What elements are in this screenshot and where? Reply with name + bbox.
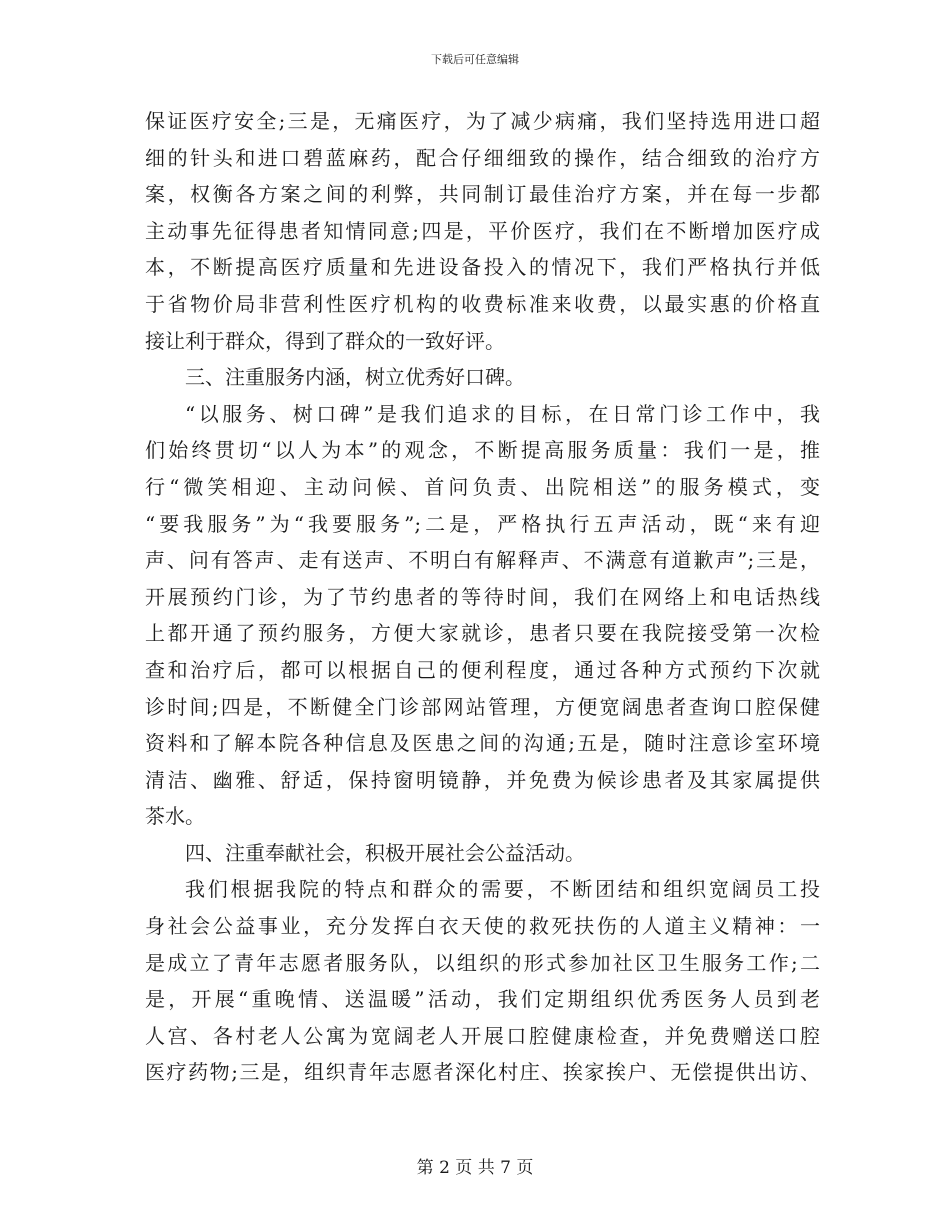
paragraph-line: 保证医疗安全;三是，无痛医疗，为了减少病痛，我们坚持选用进口超 bbox=[145, 109, 820, 133]
page-header-note: 下载后可任意编辑 bbox=[431, 53, 519, 66]
paragraph-line: 上都开通了预约服务，方便大家就诊，患者只要在我院接受第一次检 bbox=[145, 621, 820, 646]
paragraph-line: 清洁、幽雅、舒适，保持窗明镜静，并免费为候诊患者及其家属提供 bbox=[145, 767, 820, 792]
paragraph-line: 医疗药物;三是，组织青年志愿者深化村庄、挨家挨户、无偿提供出访、 bbox=[145, 1060, 820, 1085]
paragraph-line: 声、问有答声、走有送声、不明白有解释声、不满意有道歉声”;三是， bbox=[145, 548, 820, 573]
paragraph-line: 主动事先征得患者知情同意;四是，平价医疗，我们在不断增加医疗成 bbox=[145, 218, 820, 243]
paragraph-line: 行“微笑相迎、主动问候、首问负责、出院相送”的服务模式，变 bbox=[145, 474, 820, 499]
page-number: 第 2 页 共 7 页 bbox=[416, 1158, 534, 1178]
paragraph-line: 身社会公益事业，充分发挥白衣天使的救死扶伤的人道主义精神：一 bbox=[145, 914, 820, 939]
paragraph-line: 查和治疗后，都可以根据自己的便利程度，通过各种方式预约下次就 bbox=[145, 657, 820, 682]
paragraph-line: “要我服务”为“我要服务”;二是，严格执行五声活动，既“来有迎 bbox=[145, 511, 820, 536]
paragraph-line: 案，权衡各方案之间的利弊，共同制订最佳治疗方案，并在每一步都 bbox=[145, 182, 820, 207]
paragraph-line: 我们根据我院的特点和群众的需要，不断团结和组织宽阔员工投 bbox=[185, 877, 820, 902]
paragraph-line: 是成立了青年志愿者服务队，以组织的形式参加社区卫生服务工作;二 bbox=[145, 950, 820, 975]
paragraph-line: 细的针头和进口碧蓝麻药，配合仔细细致的操作，结合细致的治疗方 bbox=[145, 145, 820, 170]
paragraph-line: “以服务、树口碑”是我们追求的目标，在日常门诊工作中，我 bbox=[185, 401, 820, 426]
paragraph-line: 是，开展“重晚情、送温暖”活动，我们定期组织优秀医务人员到老 bbox=[145, 987, 820, 1012]
paragraph-line: 茶水。 bbox=[145, 804, 205, 829]
document-body bbox=[145, 103, 820, 1091]
paragraph-line: 开展预约门诊，为了节约患者的等待时间，我们在网络上和电话热线 bbox=[145, 584, 820, 609]
section-heading: 四、注重奉献社会，积极开展社会公益活动。 bbox=[185, 840, 585, 865]
paragraph-line: 资料和了解本院各种信息及医患之间的沟通;五是，随时注意诊室环境 bbox=[145, 731, 820, 756]
paragraph-line: 接让利于群众，得到了群众的一致好评。 bbox=[145, 328, 505, 353]
section-heading: 三、注重服务内涵，树立优秀好口碑。 bbox=[185, 365, 525, 390]
paragraph-line: 诊时间;四是，不断健全门诊部网站管理，方便宽阔患者查询口腔保健 bbox=[145, 694, 820, 719]
paragraph-line: 本，不断提高医疗质量和先进设备投入的情况下，我们严格执行并低 bbox=[145, 255, 820, 280]
paragraph-line: 于省物价局非营利性医疗机构的收费标准来收费，以最实惠的价格直 bbox=[145, 291, 820, 316]
paragraph-line: 们始终贯切“以人为本”的观念，不断提高服务质量：我们一是，推 bbox=[145, 438, 820, 463]
paragraph-line: 人宫、各村老人公寓为宽阔老人开展口腔健康检查，并免费赠送口腔 bbox=[145, 1023, 820, 1048]
